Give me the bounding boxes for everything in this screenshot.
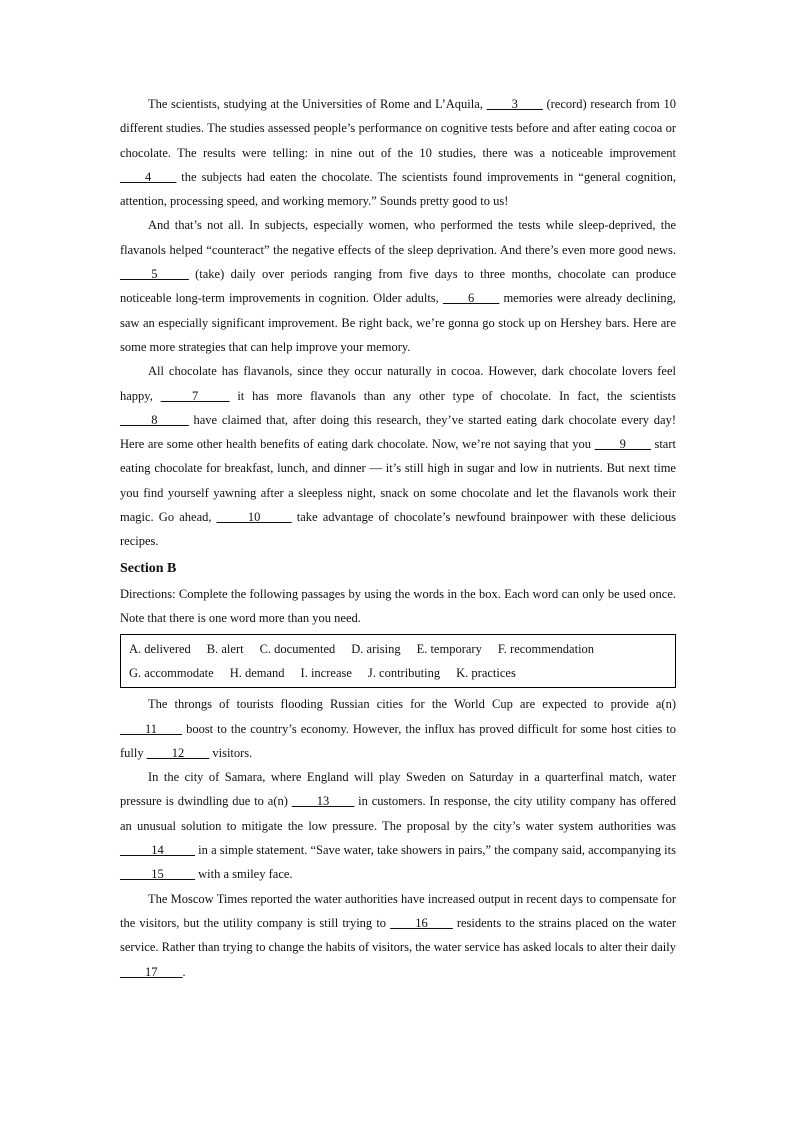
passage-text: And that’s not all. In subjects, especially women, who performed the tests while sleep-deprived, the flavanols helped “counteract” the negative effects of the sleep deprivation. And there’s even more good news. — [120, 218, 676, 257]
answer-blank[interactable]: ____12____ — [146, 745, 210, 760]
word-option: G. accommodate — [129, 666, 214, 681]
answer-blank[interactable]: ____17____ — [120, 964, 183, 979]
section-b-paragraph — [120, 692, 676, 765]
passage-text: start eating chocolate for breakfast, lunch, and dinner — it’s still high in sugar and low in nutrients. But next time you find yourself yawning after a sleepless night, snack on some chocolate and let the flavanols work their magic. Go ahead, — [120, 437, 676, 525]
section-b-paragraph — [120, 765, 676, 886]
passage-text: (record) research from 10 different studies. The studies assessed people’s performance on cognitive tests before and after eating cocoa or chocolate. The results were telling: in nine out of the 10 studies, there was a noticeable improvement — [120, 97, 677, 160]
answer-blank[interactable]: ____16____ — [390, 915, 453, 930]
section-a-paragraph — [120, 213, 676, 359]
section-b-passage — [120, 692, 676, 984]
answer-blank[interactable]: ____9____ — [594, 437, 651, 452]
word-option: C. documented — [259, 642, 336, 657]
word-option: K. practices — [456, 666, 516, 681]
word-option: E. temporary — [416, 642, 482, 657]
answer-blank[interactable]: ____11____ — [120, 721, 183, 736]
word-option: D. arising — [351, 642, 401, 657]
passage-text: have claimed that, after doing this research, they’ve started eating dark chocolate every day! Here are some other health benefits of eating dark chocolate. Now, we’re not saying that you — [120, 412, 676, 452]
answer-blank[interactable]: _____10_____ — [216, 510, 292, 525]
passage-text: it has more flavanols than any other type of chocolate. In fact, the scientists — [229, 388, 676, 403]
section-a-paragraph — [120, 92, 676, 213]
word-box-row — [129, 637, 667, 661]
passage-text: All chocolate has flavanols, since they occur naturally in cocoa. However, dark chocolate lovers feel happy, — [120, 364, 676, 403]
section-a-paragraph — [120, 359, 676, 553]
passage-text: memories were already declining, saw an especially significant improvement. Be right back, we’re gonna go stock up on Hershey bars. Here are some more strategies that can help improve your memory. — [120, 291, 676, 354]
answer-blank[interactable]: _____5_____ — [120, 267, 189, 282]
document-page — [120, 92, 676, 984]
word-option: I. increase — [300, 666, 352, 681]
word-option: H. demand — [229, 666, 285, 681]
answer-blank[interactable]: ____4____ — [120, 169, 177, 184]
section-b-paragraph — [120, 887, 676, 984]
passage-text: in customers. In response, the city utility company has offered an unusual solution to mitigate the low pressure. The proposal by the city’s water system authorities was — [120, 794, 677, 833]
section-b-heading: Section B — [120, 560, 177, 576]
passage-text: The scientists, studying at the Universities of Rome and L’Aquila, — [148, 97, 487, 111]
section-b-directions: Directions: Complete the following passages by using the words in the box. Each word can only be used once. Note that there is one word more than you need. — [120, 586, 676, 625]
answer-blank[interactable]: _____8_____ — [120, 412, 189, 427]
answer-blank[interactable]: ____6____ — [443, 291, 500, 306]
passage-text: boost to the country’s economy. However, the influx has proved difficult for some host cities to fully — [120, 721, 676, 760]
word-option: F. recommendation — [497, 642, 595, 657]
passage-text: the subjects had eaten the chocolate. The scientists found improvements in “general cognition, attention, processing speed, and working memory.” Sounds pretty good to us! — [120, 169, 676, 209]
word-option: A. delivered — [129, 642, 191, 657]
passage-text: . — [182, 964, 186, 979]
word-option: B. alert — [206, 642, 244, 657]
answer-blank[interactable]: _____7_____ — [160, 388, 230, 403]
answer-blank[interactable]: ____3____ — [486, 97, 543, 111]
passage-text: The throngs of tourists flooding Russian cities for the World Cup are expected to provide a(n) — [148, 697, 676, 712]
passage-text: visitors. — [209, 745, 253, 760]
passage-text: residents to the strains placed on the water service. Rather than trying to change the habits of visitors, the water service has asked locals to alter their daily — [120, 915, 676, 955]
answer-blank[interactable]: ____13____ — [291, 794, 355, 809]
passage-text: The Moscow Times reported the water authorities have increased output in recent days to compensate for the visitors, but the utility company is still trying to — [120, 891, 676, 930]
word-box — [120, 634, 676, 688]
word-option: J. contributing — [367, 666, 441, 681]
answer-blank[interactable]: _____15_____ — [120, 867, 195, 882]
section-a-passage — [120, 92, 676, 554]
passage-text: In the city of Samara, where England will play Sweden on Saturday in a quarterfinal match, water pressure is dwindling due to a(n) — [120, 770, 676, 809]
passage-text: take advantage of chocolate’s newfound brainpower with these delicious recipes. — [120, 510, 676, 549]
passage-text: (take) daily over periods ranging from five days to three months, chocolate can produce noticeable long-term improvements in cognition. Older adults, — [120, 267, 676, 306]
word-box-row — [129, 661, 667, 685]
passage-text: in a simple statement. “Save water, take showers in pairs,” the company said, accompanying its — [195, 843, 676, 858]
passage-text: with a smiley face. — [195, 867, 293, 882]
answer-blank[interactable]: _____14_____ — [120, 843, 195, 858]
